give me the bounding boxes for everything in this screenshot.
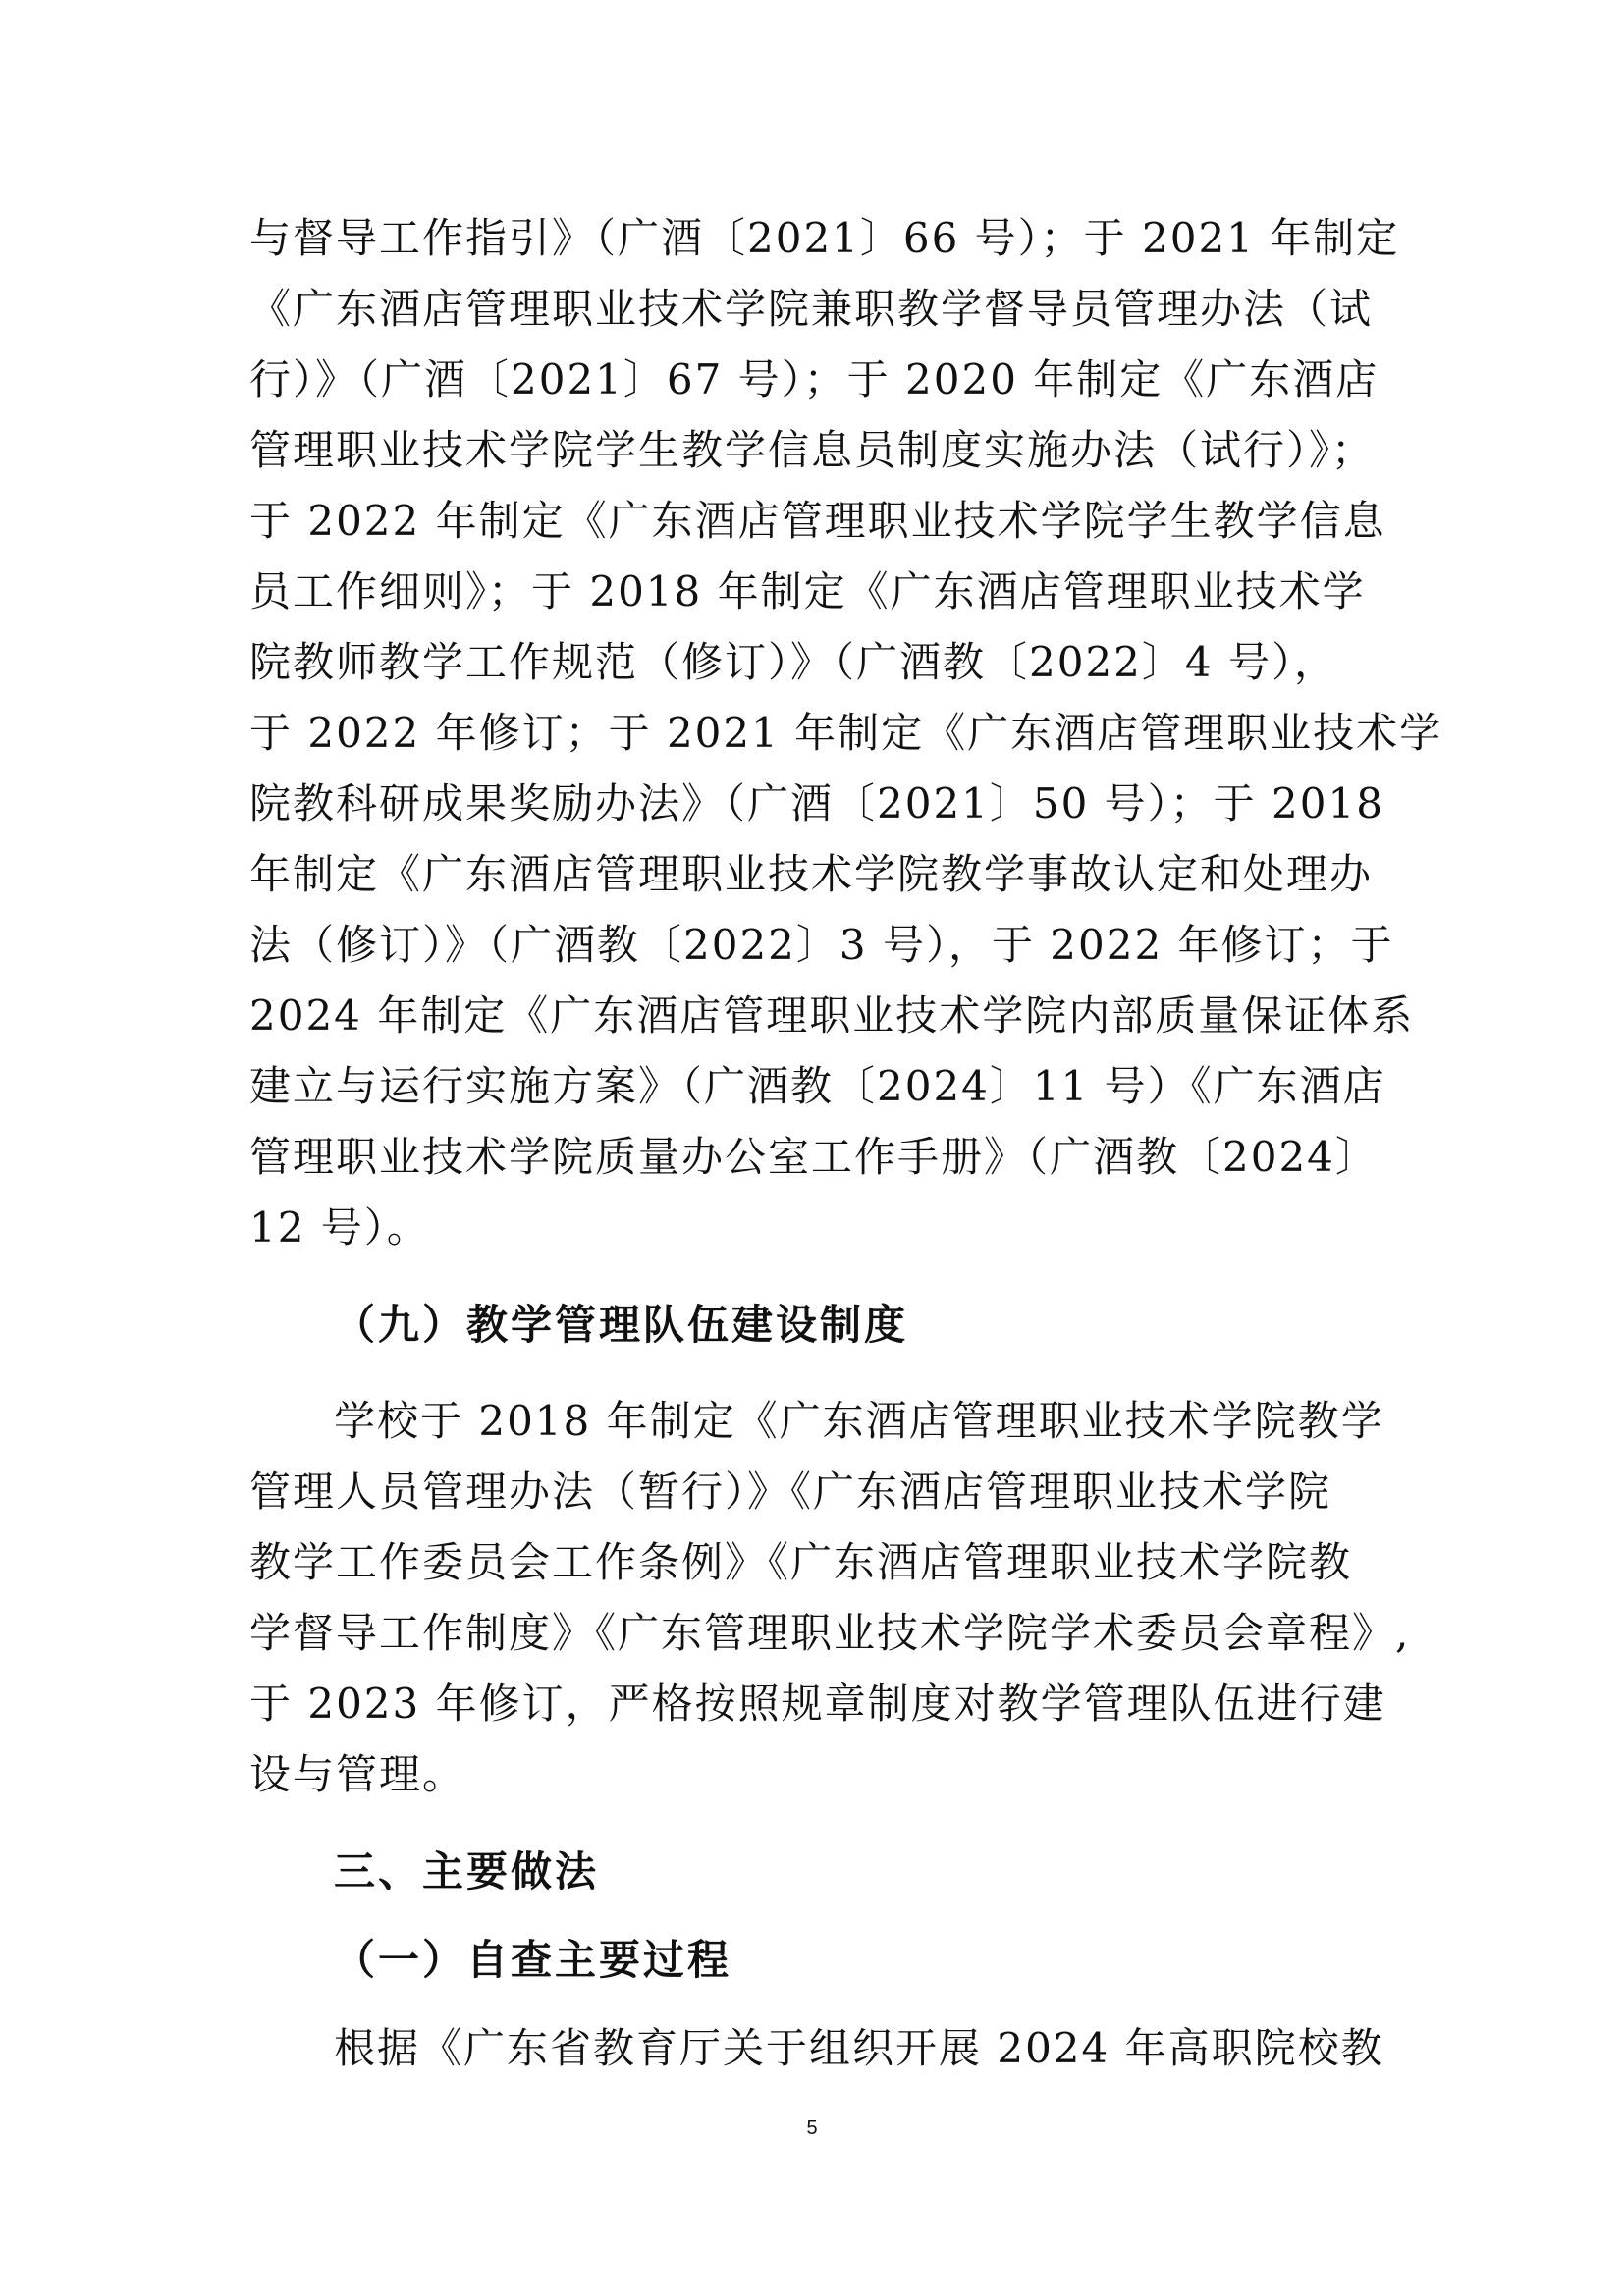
chapter-heading: 三、主要做法: [334, 1847, 600, 1896]
paragraph-line: 学校于 2018 年制定《广东酒店管理职业技术学院教学: [334, 1397, 1384, 1445]
paragraph-line: 于 2023 年修订，严格按照规章制度对教学管理队伍进行建: [249, 1680, 1386, 1728]
paragraph-line: 员工作细则》；于 2018 年制定《广东酒店管理职业技术学: [249, 567, 1366, 615]
paragraph-line: 教学工作委员会工作条例》《广东酒店管理职业技术学院教: [249, 1538, 1353, 1586]
page-number: 5: [806, 2117, 818, 2139]
subsection-heading: （一）自查主要过程: [334, 1936, 732, 1984]
paragraph-line: 2024 年制定《广东酒店管理职业技术学院内部质量保证体系: [249, 991, 1415, 1040]
paragraph-line: 院教科研成果奖励办法》（广酒〔2021〕50 号）；于 2018: [249, 779, 1384, 828]
paragraph-line: 建立与运行实施方案》（广酒教〔2024〕11 号）《广东酒店: [249, 1062, 1386, 1110]
paragraph-line: 于 2022 年修订；于 2021 年制定《广东酒店管理职业技术学: [249, 709, 1443, 757]
paragraph-line: 行）》（广酒〔2021〕67 号）；于 2020 年制定《广东酒店: [249, 355, 1380, 403]
paragraph-line: 根据《广东省教育厅关于组织开展 2024 年高职院校教: [334, 2024, 1384, 2072]
paragraph-line: 与督导工作指引》（广酒〔2021〕66 号）；于 2021 年制定: [249, 214, 1400, 262]
section-heading: （九）教学管理队伍建设制度: [334, 1301, 909, 1349]
paragraph-line: 年制定《广东酒店管理职业技术学院教学事故认定和处理办: [249, 850, 1374, 898]
paragraph-line: 12 号）。: [249, 1203, 430, 1252]
paragraph-line: 管理职业技术学院质量办公室工作手册》（广酒教〔2024〕: [249, 1133, 1379, 1181]
paragraph-line: 院教师教学工作规范（修订）》（广酒教〔2022〕4 号），: [249, 638, 1337, 686]
paragraph-line: 管理职业技术学院学生教学信息员制度实施办法（试行）》；: [249, 426, 1376, 474]
paragraph-line: 法（修订）》（广酒教〔2022〕3 号），于 2022 年修订；于: [249, 921, 1394, 969]
paragraph-line: 于 2022 年制定《广东酒店管理职业技术学院学生教学信息: [249, 497, 1386, 545]
paragraph-line: 学督导工作制度》《广东管理职业技术学院学术委员会章程》,: [249, 1609, 1411, 1657]
paragraph-line: 设与管理。: [249, 1750, 466, 1798]
paragraph-line: 《广东酒店管理职业技术学院兼职教学督导员管理办法（试: [249, 285, 1374, 333]
paragraph-line: 管理人员管理办法（暂行）》《广东酒店管理职业技术学院: [249, 1468, 1332, 1516]
